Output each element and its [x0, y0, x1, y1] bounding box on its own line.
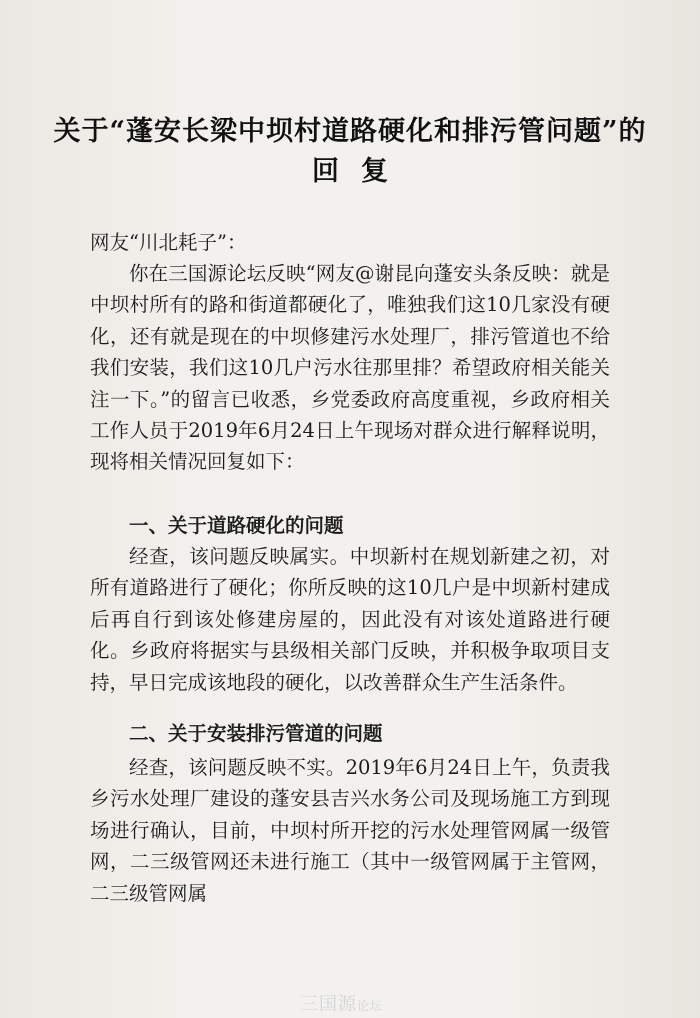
section-2-body: 经查，该问题反映不实。2019年6月24日上午，负责我乡污水处理厂建设的蓬安县吉兴水务公司及现场施工方到现场进行确认，目前，中坝村所开挖的污水处理管网属一级管网，二三级管网还未进行施工（其中一级管网属于主管网，二三级管网属: [90, 756, 610, 905]
section-1-heading: 一、关于道路硬化的问题: [129, 514, 344, 537]
watermark-main: 三国源: [300, 994, 357, 1015]
watermark-suffix: 论坛: [357, 999, 384, 1013]
paragraph-intro: 你在三国源论坛反映“网友@谢昆向蓬安头条反映：就是中坝村所有的路和街道都硬化了，唯独我们这10几家没有硬化，还有就是现在的中坝修建污水处理厂，排污管道也不给我们安装，我们这10几户污水往那里排？希望政府相关能关注一下。”的留言已收悉，乡党委政府高度重视，乡政府相关工作人员于2019年6月24日上午现场对群众进行解释说明，现将相关情况回复如下：: [90, 262, 610, 474]
section-2-heading: 二、关于安装排污管道的问题: [129, 722, 383, 745]
document-title-line-2: 回复: [312, 156, 410, 187]
section-1-body: 经查，该问题反映属实。中坝新村在规划新建之初，对所有道路进行了硬化；你所反映的这10几户是中坝新村建成后再自行到该处修建房屋的，因此没有对该处道路进行硬化。乡政府将据实与县级相关部门反映，并积极争取项目支持，早日完成该地段的硬化，以改善群众生产生活条件。: [90, 545, 610, 694]
greeting: 网友“川北耗子”：: [90, 231, 247, 254]
document-title-line-1: 关于“蓬安长梁中坝村道路硬化和排污管问题”的: [53, 116, 647, 147]
forum-watermark: [300, 990, 383, 1016]
